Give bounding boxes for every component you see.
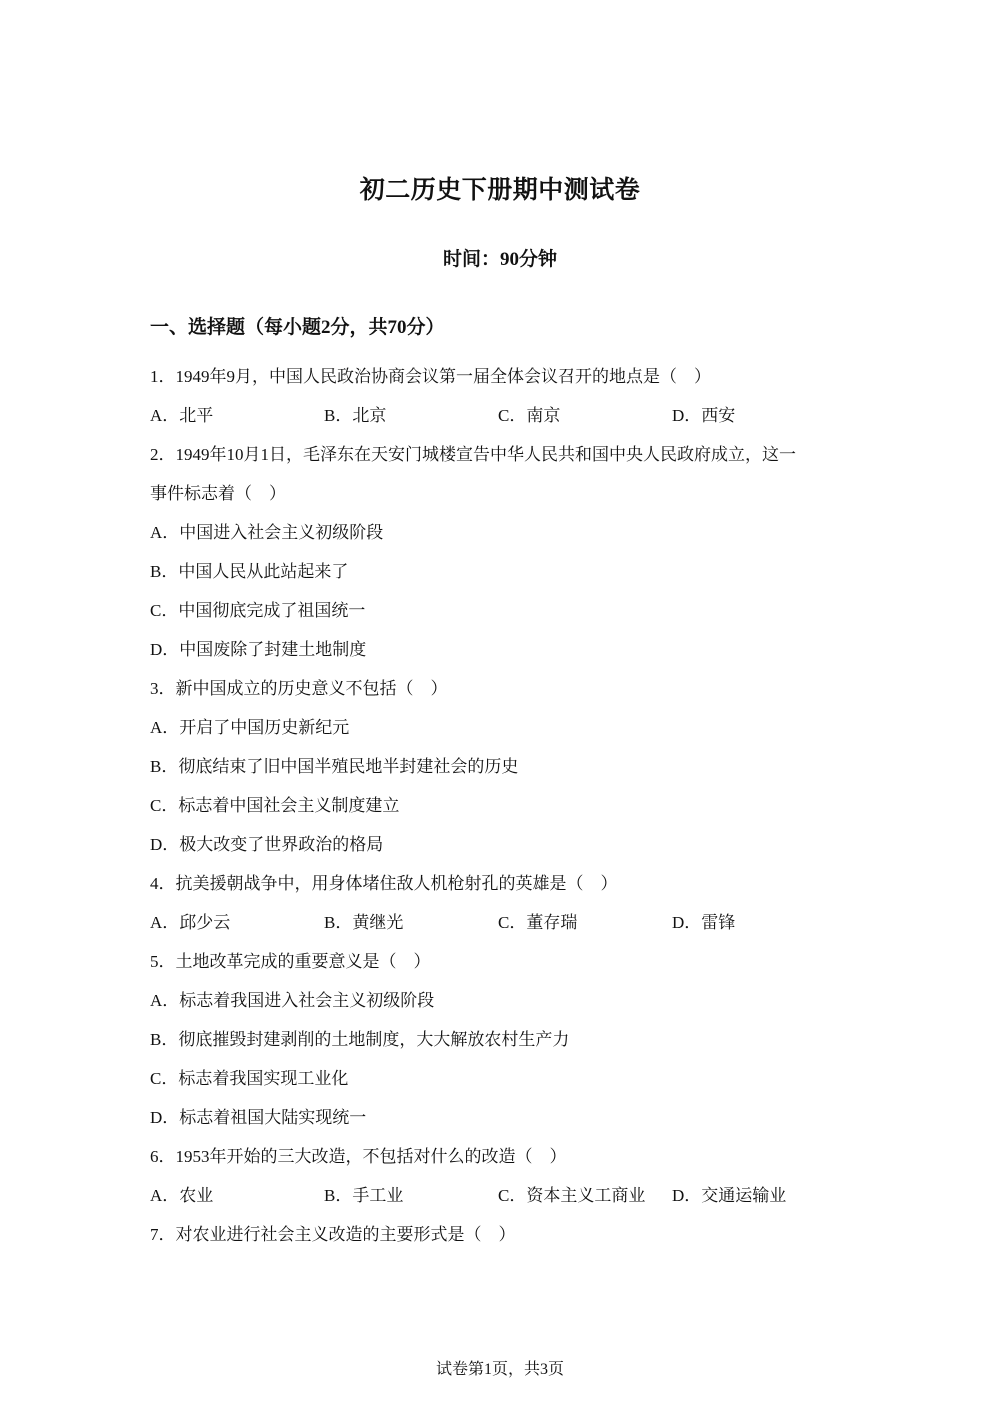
answer-option[interactable]: C．中国彻底完成了祖国统一 [150, 601, 366, 620]
answer-option[interactable]: B．北京 [324, 406, 387, 425]
answer-option[interactable]: C．标志着中国社会主义制度建立 [150, 796, 400, 815]
option-row [150, 396, 850, 435]
answer-option[interactable]: D．西安 [672, 406, 736, 425]
answer-option[interactable]: A．开启了中国历史新纪元 [150, 718, 350, 737]
answer-option[interactable]: D．雷锋 [672, 913, 736, 932]
question-list [150, 357, 850, 1254]
answer-option[interactable]: D．标志着祖国大陆实现统一 [150, 1108, 367, 1127]
answer-option[interactable]: B．彻底摧毁封建剥削的土地制度，大大解放农村生产力 [150, 1030, 570, 1049]
answer-option[interactable]: B．中国人民从此站起来了 [150, 562, 349, 581]
option-row [150, 1176, 850, 1215]
question-4 [150, 864, 850, 942]
answer-option[interactable]: B．彻底结束了旧中国半殖民地半封建社会的历史 [150, 757, 519, 776]
document-title: 初二历史下册期中测试卷 [359, 177, 641, 204]
answer-option[interactable]: C．董存瑞 [498, 913, 578, 932]
answer-option[interactable]: A．农业 [150, 1186, 214, 1205]
answer-option[interactable]: B．手工业 [324, 1186, 404, 1205]
question-stem: 2．1949年10月1日，毛泽东在天安门城楼宣告中华人民共和国中央人民政府成立，这一 [150, 445, 796, 464]
option-row [150, 903, 850, 942]
question-2 [150, 435, 850, 669]
question-stem: 6．1953年开始的三大改造，不包括对什么的改造（ ） [150, 1147, 567, 1166]
question-7 [150, 1215, 850, 1254]
answer-option[interactable]: B．黄继光 [324, 913, 404, 932]
section-heading: 一、选择题（每小题2分，共70分） [150, 317, 445, 338]
answer-option[interactable]: C．资本主义工商业 [498, 1186, 646, 1205]
answer-option[interactable]: C．南京 [498, 406, 561, 425]
question-5 [150, 942, 850, 1137]
question-stem: 3．新中国成立的历史意义不包括（ ） [150, 679, 448, 698]
answer-option[interactable]: D．极大改变了世界政治的格局 [150, 835, 384, 854]
question-3 [150, 669, 850, 864]
question-stem: 5．土地改革完成的重要意义是（ ） [150, 952, 431, 971]
answer-option[interactable]: C．标志着我国实现工业化 [150, 1069, 349, 1088]
question-6 [150, 1137, 850, 1215]
answer-option[interactable]: A．邱少云 [150, 913, 231, 932]
question-stem: 7．对农业进行社会主义改造的主要形式是（ ） [150, 1225, 516, 1244]
question-1 [150, 357, 850, 435]
time-limit: 时间：90分钟 [442, 249, 557, 270]
answer-option[interactable]: A．标志着我国进入社会主义初级阶段 [150, 991, 435, 1010]
question-stem: 事件标志着（ ） [150, 484, 286, 503]
answer-option[interactable]: A．中国进入社会主义初级阶段 [150, 523, 384, 542]
answer-option[interactable]: A．北平 [150, 406, 214, 425]
question-stem: 4．抗美援朝战争中，用身体堵住敌人机枪射孔的英雄是（ ） [150, 874, 618, 893]
answer-option[interactable]: D．中国废除了封建土地制度 [150, 640, 367, 659]
question-stem: 1．1949年9月，中国人民政治协商会议第一届全体会议召开的地点是（ ） [150, 367, 711, 386]
page-footer: 试卷第1页，共3页 [435, 1361, 564, 1378]
answer-option[interactable]: D．交通运输业 [672, 1186, 787, 1205]
